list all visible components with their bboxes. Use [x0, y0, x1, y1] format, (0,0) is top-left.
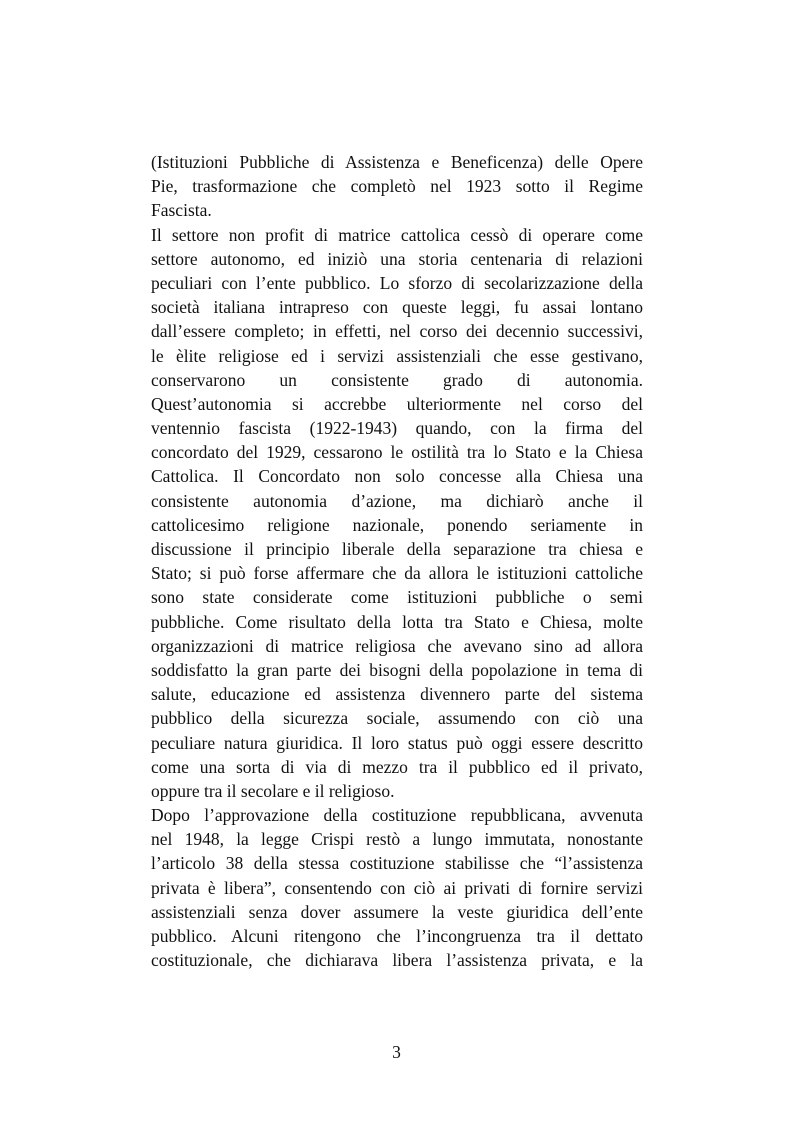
text-line: ventennio fascista (1922-1943) quando, con la firma del: [151, 418, 643, 439]
text-line: cattolicesimo religione nazionale, ponendo seriamente in: [151, 514, 643, 535]
text-line: sono state considerate come istituzioni pubbliche o semi: [151, 587, 643, 608]
text-line: società italiana intrapreso con queste leggi, fu assai lontano: [151, 297, 643, 318]
text-line: consistente autonomia d’azione, ma dichiarò anche il: [151, 490, 643, 511]
text-line: le èlite religiose ed i servizi assistenziali che esse gestivano,: [151, 345, 643, 366]
text-line: nel 1948, la legge Crispi restò a lungo immutata, nonostante: [151, 829, 643, 850]
text-line: Cattolica. Il Concordato non solo concesse alla Chiesa una: [151, 466, 643, 487]
text-line: pubbliche. Come risultato della lotta tra Stato e Chiesa, molte: [151, 611, 643, 632]
text-line: (Istituzioni Pubbliche di Assistenza e Beneficenza) delle Opere: [151, 152, 643, 172]
text-line: concordato del 1929, cessarono le ostilità tra lo Stato e la Chiesa: [151, 442, 643, 463]
text-line: peculiare natura giuridica. Il loro status può oggi essere descritto: [151, 732, 643, 753]
text-line: Dopo l’approvazione della costituzione repubblicana, avvenuta: [151, 805, 643, 826]
text-line: assistenziali senza dover assumere la veste giuridica dell’ente: [151, 901, 643, 922]
text-line: peculiari con l’ente pubblico. Lo sforzo di secolarizzazione della: [151, 272, 643, 293]
text-line: soddisfatto la gran parte dei bisogni della popolazione in tema di: [151, 659, 643, 680]
text-line: Il settore non profit di matrice cattolica cessò di operare come: [151, 224, 643, 245]
text-line: conservarono un consistente grado di autonomia.: [151, 369, 643, 390]
text-line: costituzionale, che dichiarava libera l’assistenza privata, e la: [151, 950, 643, 971]
text-line: Stato; si può forse affermare che da allora le istituzioni cattoliche: [151, 563, 643, 584]
text-line: privata è libera”, consentendo con ciò ai privati di fornire servizi: [151, 877, 643, 898]
text-line: oppure tra il secolare e il religioso.: [151, 780, 395, 801]
text-line: Pie, trasformazione che completò nel 1923 sotto il Regime: [151, 176, 643, 197]
text-line: Fascista.: [151, 200, 212, 221]
text-line: pubblico. Alcuni ritengono che l’incongruenza tra il dettato: [151, 926, 643, 946]
text-line: pubblico della sicurezza sociale, assumendo con ciò una: [151, 708, 643, 729]
text-line: dall’essere completo; in effetti, nel corso dei decennio successivi,: [151, 321, 643, 342]
text-line: organizzazioni di matrice religiosa che avevano sino ad allora: [151, 635, 643, 656]
page-number: 3: [392, 1042, 401, 1062]
text-line: discussione il principio liberale della separazione tra chiesa e: [151, 539, 643, 559]
text-line: Quest’autonomia si accrebbe ulteriormente nel corso del: [151, 393, 643, 414]
text-line: salute, educazione ed assistenza divennero parte del sistema: [151, 684, 643, 705]
text-line: settore autonomo, ed iniziò una storia centenaria di relazioni: [151, 248, 643, 269]
body-text: [151, 150, 643, 972]
text-line: come una sorta di via di mezzo tra il pubblico ed il privato,: [151, 756, 643, 777]
text-line: l’articolo 38 della stessa costituzione stabilisse che “l’assistenza: [151, 853, 643, 874]
